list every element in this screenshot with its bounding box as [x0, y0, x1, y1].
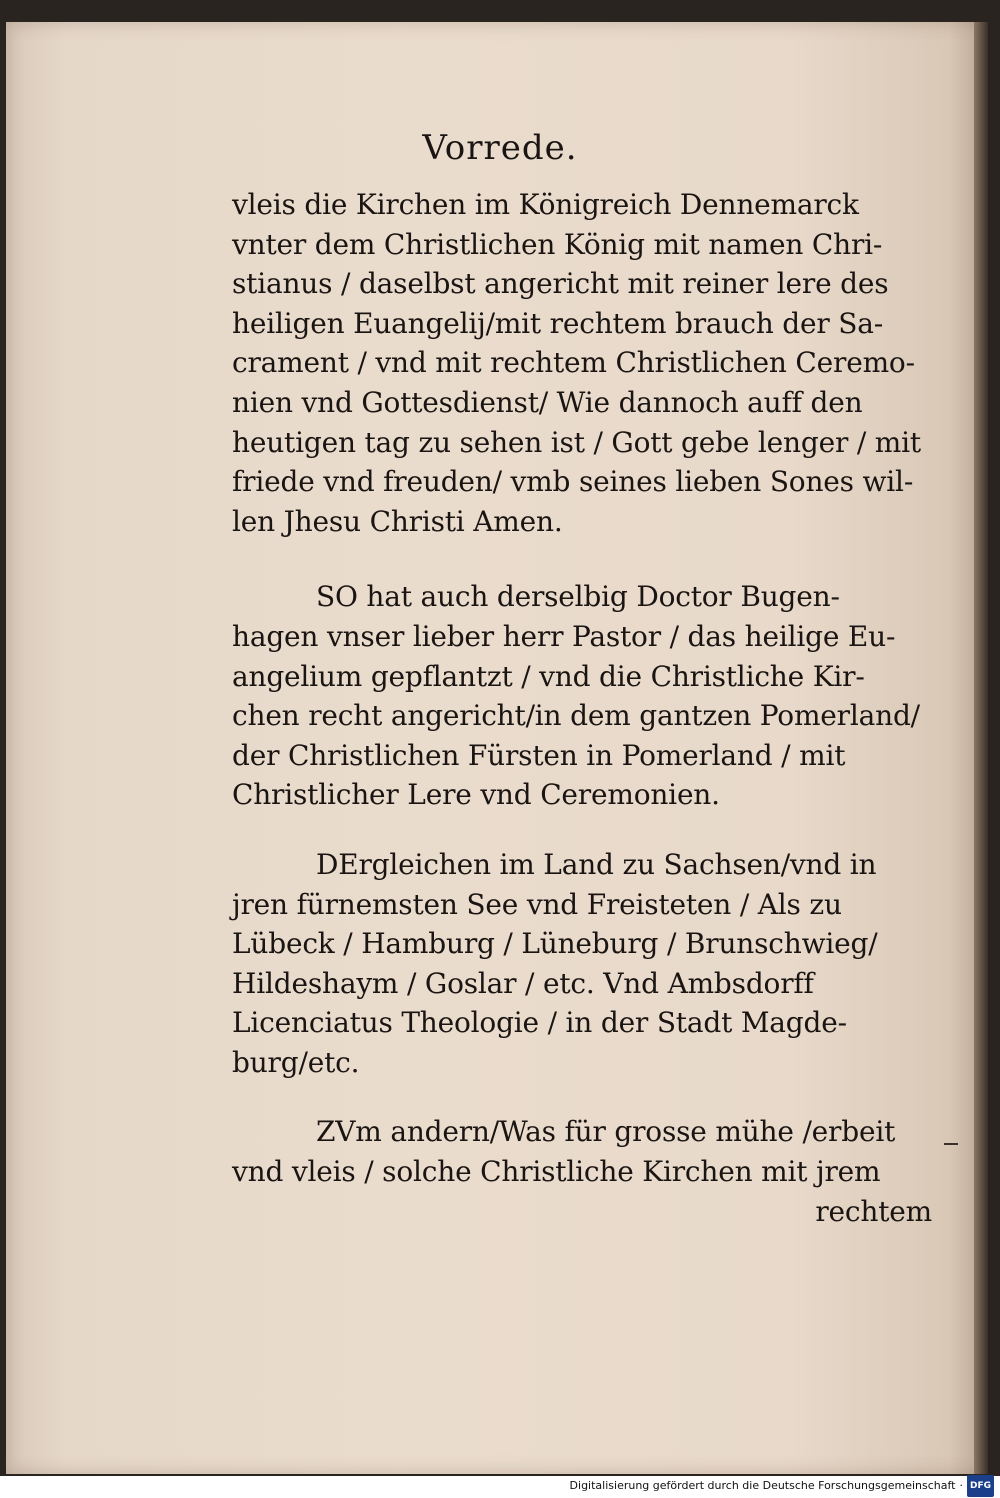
paragraph-start: ZVm andern/Was für grosse mühe /erbeit — [316, 1115, 896, 1149]
separator: · — [959, 1479, 963, 1492]
book-spine — [974, 22, 988, 1474]
text-line: Hildeshaym / Goslar / etc. Vnd Ambsdorff — [232, 966, 814, 1000]
text-line: angelium gepflantzt / vnd die Christliche Kir- — [232, 659, 865, 693]
text-line: nien vnd Gottesdienst/ Wie dannoch auff den — [232, 385, 863, 419]
text-line: vnter dem Christlichen König mit namen Chri- — [232, 227, 883, 261]
text-line: vleis die Kirchen im Königreich Dennemarck — [232, 188, 859, 221]
paragraph-start: DErgleichen im Land zu Sachsen/vnd in — [316, 847, 877, 881]
text-line: crament / vnd mit rechtem Christlichen Ceremo- — [232, 346, 915, 380]
catchword: rechtem — [815, 1194, 932, 1228]
body-text — [232, 185, 932, 1231]
margin-mark — [944, 1143, 958, 1145]
text-line: Lübeck / Hamburg / Lüneburg / Brunschwieg/ — [232, 927, 878, 961]
text-line: heiligen Euangelij/mit rechtem brauch der Sa- — [232, 306, 883, 340]
dfg-logo: DFG — [967, 1475, 994, 1497]
text-line: Licenciatus Theologie / in der Stadt Magde- — [232, 1006, 847, 1040]
text-line: jren fürnemsten See vnd Freisteten / Als zu — [232, 887, 842, 921]
text-line: burg/etc. — [232, 1045, 360, 1079]
text-line: stianus / daselbst angericht mit reiner lere des — [232, 267, 889, 301]
text-line: len Jhesu Christi Amen. — [232, 504, 563, 538]
paragraph-start: SO hat auch derselbig Doctor Bugen- — [316, 580, 840, 614]
running-head: Vorrede. — [422, 128, 578, 168]
text-line: friede vnd freuden/ vmb seines lieben Sones wil- — [232, 465, 914, 499]
text-line: chen recht angericht/in dem gantzen Pomerland/ — [232, 699, 920, 733]
text-line: der Christlichen Fürsten in Pomerland / mit — [232, 738, 846, 772]
text-line: heutigen tag zu sehen ist / Gott gebe lenger / mit — [232, 425, 921, 459]
credit-text: Digitalisierung gefördert durch die Deutsche Forschungsgemeinschaft — [569, 1479, 956, 1492]
text-line: hagen vnser lieber herr Pastor / das heilige Eu- — [232, 619, 896, 653]
text-line: Christlicher Lere vnd Ceremonien. — [232, 778, 720, 812]
text-line: vnd vleis / solche Christliche Kirchen mit jrem — [232, 1155, 881, 1189]
digitization-credit — [570, 1476, 994, 1496]
